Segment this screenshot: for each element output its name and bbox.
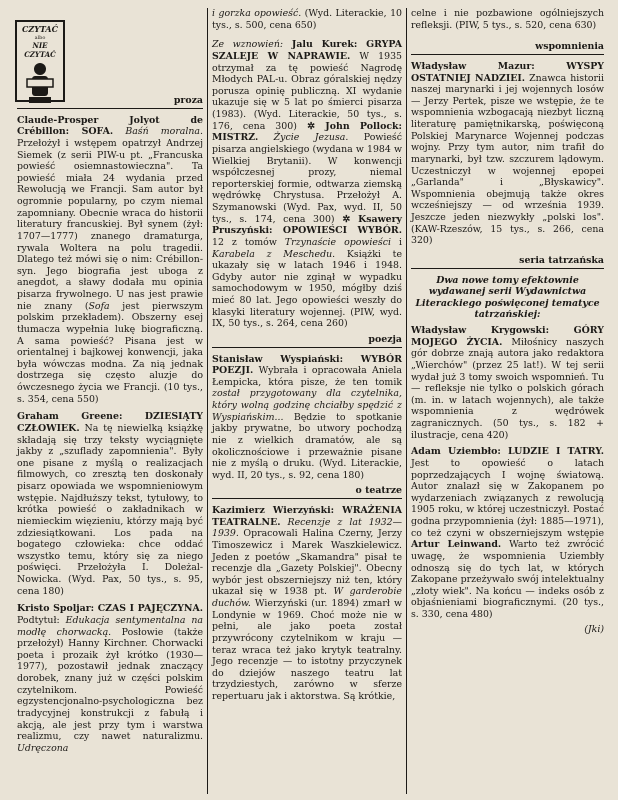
- article-head: Claude-Prosper Jolyot de Crébillon: SOFA.: [17, 114, 203, 138]
- section-header-poezja: poezja: [212, 334, 402, 348]
- author-signature: (Jki): [584, 623, 604, 635]
- article-kurek: Ze wznowień: Jalu Kurek: GRYPA SZALEJE W NAPRAWIE. W 1935 otrzymał za tę powieść Nagrodę Młodych PAL-u. Obraz góralskiej nędzy porusza opinię publiczną. XI wydanie ukazuje się w 5 lat po śmierci pisarza (1983). (Wyd. Literackie, 50 tys., s. 176, cena 300) ✲ John Pollock: MISTRZ. Życie Jezusa. Powieść pisarza angielskiego (wydana w 1984 w Wielkiej Brytanii). W konwencji współczesnej prozy, niemal reporterskiej formie, odtwarza ziemską wędrówkę Chrystusa. Przełożył A. Szymanowski (Wyd. Pax, wyd. II, 50 tys., s. 174, cena 300) ✲ Ksawery Pruszyński: OPOWIEŚCI WYBÓR. 12 z tomów Trzynaście opowieści i Karabela z Meschedu. Książki te ukazały się w latach 1946 i 1948. Gdyby autor nie zginął w wypadku samochodowym w 1950, mógłby dziś mieć 80 lat. Jego opowieści weszły do klasyki literatury wojennej. (PIW, wyd. IX, 50 tys., s. 264, cena 260): [212, 39, 403, 330]
- article-krygowski: Władysław Krygowski: GÓRY MOJEGO ŻYCIA. Miłośnicy naszych gór dobrze znają autora jako redaktora „Wierchów" (przez 25 lat!). W tej serii wydał już 3 tomy swoich wspomnień. Tu — refleksje nie tylko o polskich górach (m. in. w latach wojennych), ale także wspomnienia z wędrówek zagranicznych. (50 tys., s. 182 + ilustracje, cena 420): [411, 325, 604, 441]
- section-header-wspomnienia: wspomnienia: [411, 41, 604, 55]
- article-mazur: Władysław Mazur: WYSPY OSTATNIEJ NADZIEI. Znawca historii naszej marynarki i jej wojennych losów — Jerzy Pertek, pisze we wstępie, że te wspomnienia wzbogacają niezbyt liczną literaturę pamiętnikarską, poświęconą Polskiej Marynarce Wojennej podczas wojny. Przy tym autor, nim trafił do marynarki, był tzw. szczurem lądowym. Uczestniczył w wojennej epopei „Garlanda" i „Błyskawicy". Wspomnienia obejmują także okres wcześniejszy — od września 1939. Jeszcze jeden niezwykły „polski los". (KAW-Rzeszów, 15 tys., s. 266, cena 320): [411, 60, 605, 247]
- article-spoljar-continued: i gorzka opowieść. (Wyd. Literackie, 10 tys., s. 500, cena 650): [212, 8, 402, 31]
- logo-line-2: albo: [34, 35, 46, 41]
- article-head: Władysław Mazur: WYSPY OSTATNIEJ NADZIEI.: [411, 60, 604, 84]
- section-header-o-teatrze: o teatrze: [212, 485, 402, 499]
- article-greene: Graham Greene: DZIESIĄTY CZŁOWIEK. Na tę niewielką książkę składają się trzy teksty wyciągnięte jakby z „szuflady zapomnienia". Były one pisane z myślą o realizacjach filmowych, co zresztą ten doskonały pisarz opowiada we wspomnieniowym wstępie. Najdłuższy tekst, tytułowy, to krótka powieść o zakładnikach w niemieckim więzieniu, którzy mają być zdziesiątkowani. Los pada na bogatego człowieka: chce oddać wszystko temu, który się za niego poświęci. Przełożyła I. Doleżal-Nowicka. (Wyd. Pax, 50 tys., s. 95, cena 180): [17, 411, 203, 597]
- article-head: Kristo Spoljar: CZAS I PAJĘCZYNA.: [17, 603, 203, 615]
- article-wyspianski: Stanisław Wyspiański: WYBÓR POEZJI. Wybrała i opracowała Aniela Łempicka, która pisze, że ten tomik został przygotowany dla czytelnika, który wolną godzinę chciałby spędzić z Wyspiańskim... Będzie to spotkanie jakby prywatne, bo utwory pochodzą nie z wielkich dramatów, ale są okolicznościowe i przeważnie pisane nie z myślą o druku. (Wyd. Literackie, wyd. II, 20 tys., s. 92, cena 180): [212, 353, 402, 481]
- article-head: Adam Uziembło: LUDZIE I TATRY.: [411, 446, 604, 458]
- column-rule: [207, 8, 208, 794]
- article-head: Stanisław Wyspiański: WYBÓR POEZJI.: [212, 353, 402, 377]
- article-head: Jalu Kurek: GRYPA SZALEJE W NAPRAWIE.: [212, 39, 402, 62]
- article-subtitle: Baśń moralna.: [125, 126, 203, 138]
- article-wierzynski-continued: celne i nie pozbawione ogólniejszych refleksji. (PIW, 5 tys., s. 520, cena 630): [411, 8, 604, 31]
- column-rule: [406, 8, 407, 794]
- column-3: [411, 8, 604, 635]
- logo-line-3: NIE CZYTAĆ: [24, 41, 56, 59]
- column-1: [17, 8, 203, 757]
- section-header-proza: proza: [17, 95, 203, 109]
- article-head: Graham Greene: DZIESIĄTY CZŁOWIEK.: [17, 411, 203, 434]
- article-spoljar: Kristo Spoljar: CZAS I PAJĘCZYNA. Podtytuł: Edukacja sentymentalna na modłę chorwacką. Posłowie (także przełożył) Hanny Kirchner. Chorwacki poeta i prozaik żył krótko (1930—1977), pozostawił jednak znaczący dorobek, znany już w części polskim czytelnikom. Powieść egzystencjonalno-psychologiczna bez tradycyjnej konstrukcji z fabułą i akcją, ale jest przy tym i warstwa realizmu, czy nawet naturalizmu. Udręczona: [17, 603, 204, 754]
- section-header-seria-tatrzanska: seria tatrzańska: [411, 255, 604, 269]
- logo-line-1: CZYTAĆ: [21, 24, 58, 34]
- column-2: [212, 8, 402, 706]
- article-head: Kazimierz Wierzyński: WRAŻENIA TEATRALNE.: [212, 505, 402, 528]
- tatra-series-intro: Dwa nowe tomy efektownie wydawanej serii Wydawnictwa Literackiego poświęconej tematyce tatrzańskiej:: [415, 274, 600, 321]
- article-head: Władysław Krygowski: GÓRY MOJEGO ŻYCIA.: [411, 325, 604, 348]
- article-uziemblo: Adam Uziembło: LUDZIE I TATRY. Jest to opowieść o latach poprzedzających I wojnę światową. Autor znalazł się w Zakopanem po wydarzeniach związanych z rewolucją 1905 roku, w której uczestniczył. Postać godna przypomnienia (żył: 1885—1971), co też czyni w obszerniejszym wstępie Artur Leinwand. Warto też zwrócić uwagę, że wspomnienia Uziembły odnoszą się do tych lat, w których Zakopane przeżywało swój intelektualny „złoty wiek". Na końcu — indeks osób z objaśnieniami biograficznymi. (20 tys., s. 330, cena 480): [411, 446, 604, 620]
- article-wierzynski: Kazimierz Wierzyński: WRAŻENIA TEATRALNE. Recenzje z lat 1932—1939. Opracowali Halina Czerny, Jerzy Timoszewicz i Marek Waszkielewicz. Jeden z poetów „Skamandra" pisał te recenzje dla „Gazety Polskiej". Obecny wybór jest obszerniejszy niż ten, który ukazał się w 1938 pt. W garderobie duchów. Wierzyński (ur. 1894) zmarł w Londynie w 1969. Choć może nie w pełni, ale jako poeta został przywrócony czytelnikom w kraju — teraz wraca też jako krytyk teatralny. Jego recenzje — to istotny przyczynek do dziejów naszego teatru lat trzydziestych, zarówno w sferze repertuaru jak i aktorstwa. Są krótkie,: [212, 505, 402, 702]
- article-crebillon: Claude-Prosper Jolyot de Crébillon: SOFA. Baśń moralna. Przełożył i wstępem opatrzył Andrzej Siemek (z serii PIW-u pt. „Francuska powieść osiemnastowieczna". Ta powieść miała 24 wydania przed Rewolucją we Francji. Sam autor był ogromnie popularny, po czym niemal zapomniany. Obecnie wraca do historii literatury francuskiej. Był synem (żył: 1707—1777) znanego dramaturga, rywala Woltera na polu tragedii. Dlatego też mówi się o nim: Crébillon-syn. Jego biografia jest uboga z anegdot, a sławy dodała mu opinia pisarza frywolnego. U nas jest prawie nie znany (Sofa jest pierwszym polskim przekładem). Obszerny esej tłumacza wypełnia lukę biograficzną. A sama powieść? Pisana jest w orientalnej i bajkowej konwencji, jaka była wówczas modna. Za nią jednak dostrzega się często aluzje do ówczesnego życia we Francji. (10 tys., s. 354, cena 550): [17, 114, 204, 405]
